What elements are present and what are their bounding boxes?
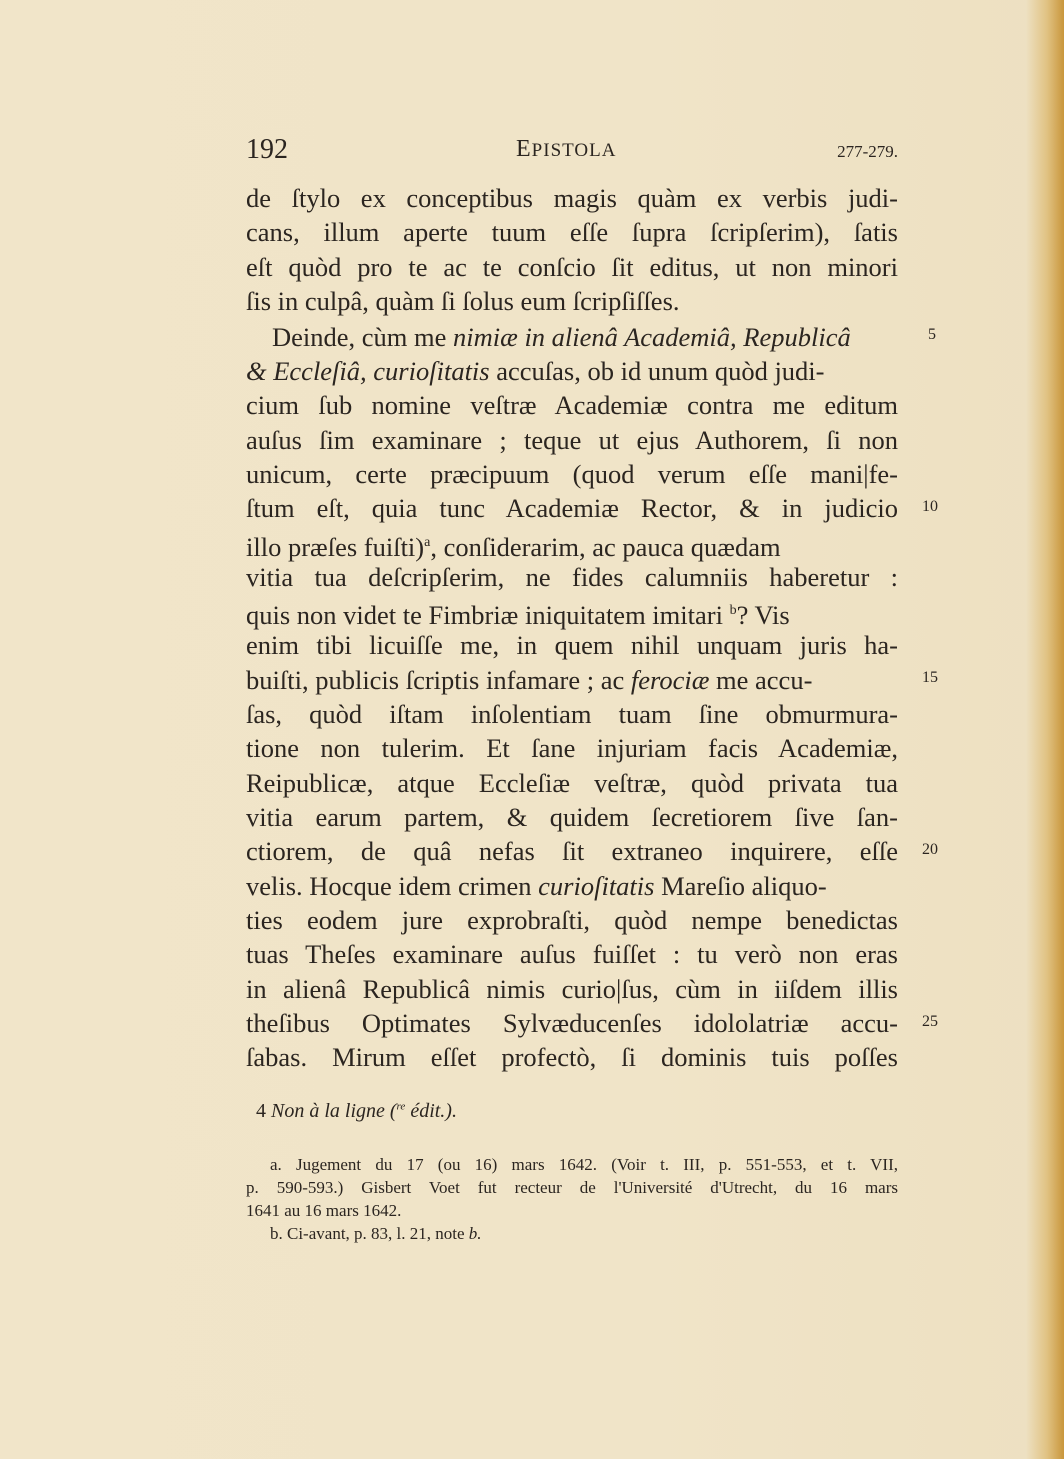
footnote-b	[246, 1222, 922, 1245]
line-number: 25	[922, 1013, 938, 1030]
text-line: cium ſub nomine veſtræ Academiæ contra me editum	[246, 390, 898, 420]
text-run: me accu-	[716, 665, 813, 695]
footnote-ref-a: a	[424, 535, 431, 550]
running-title	[516, 136, 616, 163]
page-number: 192	[246, 134, 288, 165]
text-line: cans, illum aperte tuum eſſe ſupra ſcripſerim), ſatis	[246, 217, 898, 247]
text-line	[246, 320, 898, 354]
text-run: Deinde, cùm me	[272, 322, 447, 352]
variant-edition-ordinal: re	[396, 1100, 406, 1113]
footnote-ref-b: b	[729, 603, 737, 618]
running-title-rest: PISTOLA	[531, 140, 617, 161]
page-range: 277-279.	[837, 142, 898, 161]
text-line: auſus ſim examinare ; teque ut ejus Authorem, ſi non	[246, 425, 898, 455]
text-line: ſis in culpâ, quàm ſi ſolus eum ſcripſiſſes.	[246, 286, 680, 316]
text-line: tuas Theſes examinare auſus fuiſſet : tu verò non eras	[246, 939, 898, 969]
running-header	[246, 134, 898, 174]
text-line: theſibus Optimates Sylvæducenſes idololatriæ accu-	[246, 1008, 898, 1038]
text-line: ctiorem, de quâ nefas ſit extraneo inquirere, eſſe	[246, 836, 898, 866]
italic-phrase: nimiæ in alienâ Academiâ, Republicâ	[453, 322, 851, 352]
text-line: tione non tulerim. Et ſane injuriam facis Academiæ,	[246, 733, 898, 763]
text-run: , conſiderarim, ac pauca quædam	[430, 531, 781, 562]
text-run: ? Vis	[736, 599, 790, 630]
text-run: buiſti, publicis ſcriptis infamare ; ac	[246, 665, 625, 695]
text-line	[246, 869, 898, 903]
text-line: vitia earum partem, & quidem ſecretiorem ſive ſan-	[246, 802, 898, 832]
footnote-a-continued: p. 590-593.) Gisbert Voet fut recteur de l'Université d'Utrecht, du 16 mars	[246, 1178, 898, 1197]
footnote-b-italic: b.	[468, 1224, 482, 1243]
textual-variant-note	[256, 1100, 457, 1123]
footnote-b-text: b. Ci-avant, p. 83, l. 21, note	[270, 1224, 465, 1243]
footnote-a-continued: 1641 au 16 mars 1642.	[246, 1201, 402, 1220]
text-run: Mareſio aliquo-	[661, 871, 827, 901]
text-line	[246, 663, 898, 697]
text-line: vitia tua deſcripſerim, ne fides calumniis haberetur :	[246, 562, 898, 592]
text-run: illo præſes fuiſti)	[246, 531, 425, 562]
text-line: ties eodem jure exprobraſti, quòd nempe benedictas	[246, 905, 898, 935]
italic-phrase: & Eccleſiâ, curioſitatis	[246, 356, 490, 386]
footnote-a: a. Jugement du 17 (ou 16) mars 1642. (Voir t. III, p. 551-553, et t. VII,	[270, 1155, 898, 1174]
text-run: accuſas, ob id unum quòd judi-	[496, 356, 825, 386]
text-line: ſtum eſt, quia tunc Academiæ Rector, & in judicio	[246, 493, 898, 523]
italic-phrase: ferociæ	[630, 665, 710, 695]
variant-text: Non à la ligne (	[271, 1100, 397, 1122]
text-line: de ſtylo ex conceptibus magis quàm ex verbis judi-	[246, 183, 898, 213]
variant-text-end: édit.).	[410, 1100, 457, 1122]
text-line: enim tibi licuiſſe me, in quem nihil unquam juris ha-	[246, 630, 898, 660]
text-line: in alienâ Republicâ nimis curio|ſus, cùm in iiſdem illis	[246, 974, 898, 1004]
text-run: velis. Hocque idem crimen	[246, 871, 532, 901]
italic-phrase: curioſitatis	[538, 871, 655, 901]
text-line	[246, 526, 898, 560]
text-line: ſas, quòd iſtam inſolentiam tuam ſine obmurmura-	[246, 699, 898, 729]
line-number: 5	[928, 326, 936, 343]
text-run: quis non videt te Fimbriæ iniquitatem imitari	[246, 599, 723, 630]
text-line: Reipublicæ, atque Eccleſiæ veſtræ, quòd privata tua	[246, 768, 898, 798]
text-line: ſabas. Mirum eſſet profectò, ſi dominis tuis poſſes	[246, 1042, 898, 1072]
line-number: 10	[922, 498, 938, 515]
text-line	[246, 354, 898, 388]
text-line	[246, 594, 898, 628]
page-edge-shadow	[1026, 0, 1064, 1459]
text-line: eſt quòd pro te ac te conſcio ſit editus, ut non minori	[246, 252, 898, 282]
line-number: 15	[922, 669, 938, 686]
line-number: 20	[922, 841, 938, 858]
variant-line-number: 4	[256, 1100, 266, 1122]
running-title-initial: E	[516, 136, 532, 162]
text-line: unicum, certe præcipuum (quod verum eſſe mani|fe-	[246, 459, 898, 489]
